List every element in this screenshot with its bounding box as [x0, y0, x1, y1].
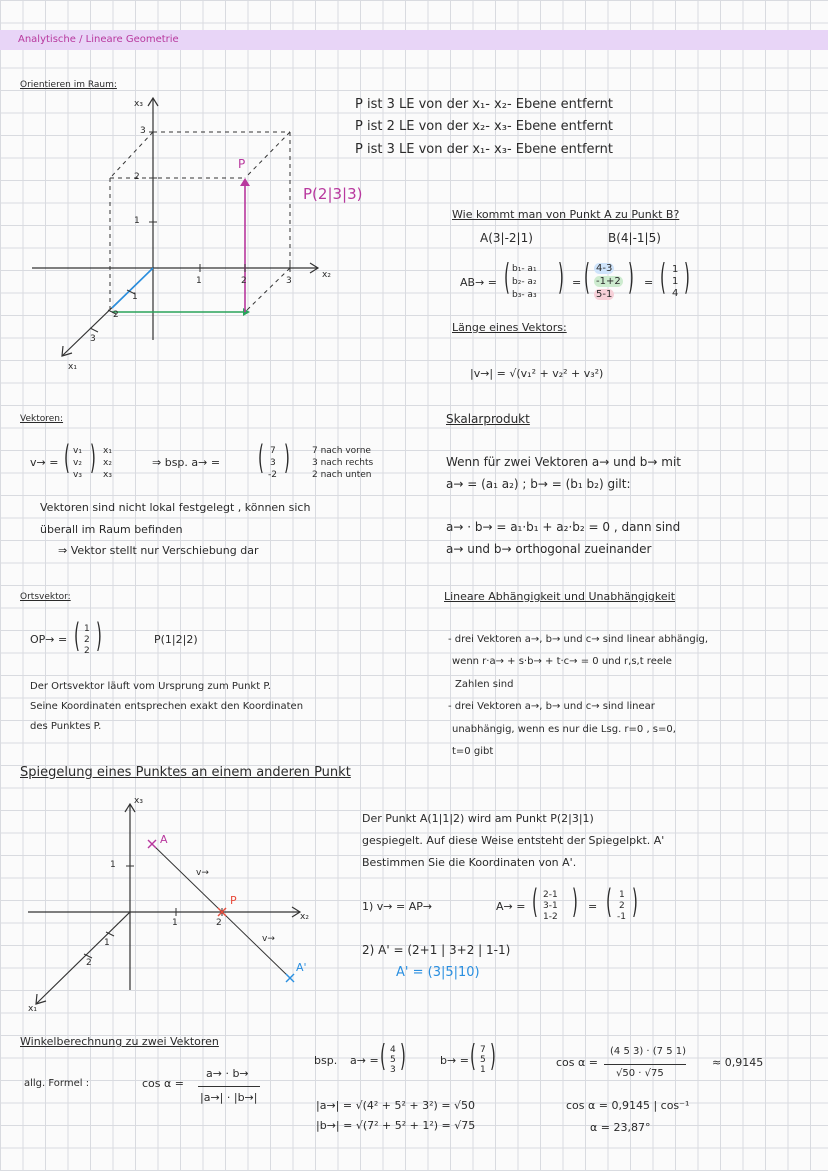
step-2-result: A' = (3|5|10): [396, 965, 480, 980]
v2: v₂: [73, 458, 82, 468]
x3-label: x₃: [103, 470, 112, 480]
axis-label-x2-b: x₂: [300, 912, 309, 922]
p-distance-x1x2: P ist 3 LE von der x₁- x₂- Ebene entfernt: [355, 97, 613, 112]
a-comp-1: 4: [390, 1045, 396, 1055]
skal-line-2: a→ = (a₁ a₂) ; b→ = (b₁ b₂) gilt:: [446, 477, 631, 491]
tick-x3-2: 2: [134, 172, 140, 182]
tick-x1-2: 2: [113, 310, 119, 320]
tick-x3-1: 1: [134, 216, 140, 226]
ab-m1: b₁- a₁: [512, 264, 537, 274]
formula-numerator: a→ · b→: [206, 1067, 249, 1080]
tick-x1-1: 1: [132, 292, 138, 302]
paren-wb-close: ): [490, 1038, 496, 1074]
cos-example-label: cos α =: [556, 1056, 598, 1069]
paren-wa-close: ): [400, 1038, 406, 1074]
paren-close-1: ): [558, 255, 564, 299]
label-v-1: v→: [196, 868, 209, 878]
tick-b-x2-2: 2: [216, 918, 222, 928]
step-1: 1) v→ = AP→: [362, 900, 433, 913]
orts-text-3: des Punktes P.: [30, 721, 102, 732]
a-comp-2: 5: [390, 1055, 396, 1065]
ab-m2: b₂- a₂: [512, 277, 537, 287]
point-p-label: P: [238, 157, 246, 171]
p-distance-x1x3: P ist 3 LE von der x₁- x₃- Ebene entfernt: [355, 142, 613, 157]
tick-b-x3-1: 1: [110, 860, 116, 870]
op-c3: 2: [84, 646, 90, 656]
tick-x2-1: 1: [196, 276, 202, 286]
lin-line-1: - drei Vektoren a→, b→ und c→ sind linear abhängig,: [448, 634, 709, 645]
step-1-a-label: A→ =: [496, 900, 526, 913]
v-vector-label: v→ =: [30, 456, 59, 469]
ab-n2: -1+2: [596, 276, 621, 287]
lin-line-4: - drei Vektoren a→, b→ und c→ sind linear: [448, 701, 655, 712]
a-comp-3: 3: [390, 1065, 396, 1075]
orts-text-2: Seine Koordinaten entsprechen exakt den Koordinaten: [30, 701, 304, 712]
step-2: 2) A' = (2+1 | 3+2 | 1-1): [362, 943, 511, 957]
orts-text-1: Der Ortsvektor läuft vom Ursprung zum Punkt P.: [30, 681, 271, 692]
ab-vector-label: AB→ =: [460, 276, 498, 289]
step-1-r2: 2: [619, 901, 625, 911]
lin-line-2: wenn r·a→ + s·b→ + t·c→ = 0 und r,s,t reele: [452, 656, 672, 667]
vek-text-3: ⇒ Vektor stellt nur Verschiebung dar: [58, 544, 259, 557]
explain-2: 3 nach rechts: [312, 458, 374, 468]
paren-a-open: (: [258, 437, 264, 478]
paren-s-open: (: [532, 881, 538, 922]
paren-r-close: ): [632, 881, 638, 922]
fraction-bar: [198, 1086, 260, 1087]
paren-op-open: (: [74, 615, 80, 656]
norm-b: |b→| = √(7² + 5² + 1²) = √75: [316, 1119, 476, 1132]
a1: 7: [270, 446, 276, 456]
op-c1: 1: [84, 624, 90, 634]
tick-x2-3: 3: [286, 276, 292, 286]
spieg-text-3: Bestimmen Sie die Koordinaten von A'.: [362, 856, 577, 869]
lin-line-6: t=0 gibt: [452, 746, 494, 757]
norm-a: |a→| = √(4² + 5² + 3²) = √50: [316, 1099, 476, 1112]
axis-label-x3-b: x₃: [134, 796, 143, 806]
step-1-m1: 2-1: [543, 890, 558, 900]
a2: 3: [270, 458, 276, 468]
ab-question: Wie kommt man von Punkt A zu Punkt B?: [452, 208, 680, 221]
step-1-r3: -1: [617, 912, 626, 922]
skal-line-4: a→ und b→ orthogonal zueinander: [446, 542, 652, 556]
spieg-text-1: Der Punkt A(1|1|2) wird am Punkt P(2|3|1): [362, 812, 594, 825]
paren-wa-open: (: [380, 1038, 386, 1074]
explain-1: 7 nach vorne: [312, 446, 371, 456]
ab-n1: 4-3: [596, 263, 613, 274]
heading-orientieren: Orientieren im Raum:: [20, 80, 117, 90]
v1: v₁: [73, 446, 82, 456]
vek-text-1: Vektoren sind nicht lokal festgelegt , können sich: [40, 501, 311, 514]
vector-b-label: b→ =: [440, 1054, 469, 1067]
ab-n3: 5-1: [596, 289, 613, 300]
tick-x3-3: 3: [140, 126, 146, 136]
paren-open-3: (: [660, 255, 666, 299]
p-distance-x2x3: P ist 2 LE von der x₂- x₃- Ebene entfernt: [355, 119, 613, 134]
example-label: bsp.: [314, 1054, 338, 1067]
op-c2: 2: [84, 635, 90, 645]
tick-b-x1-2: 2: [86, 958, 92, 968]
axis-label-x1-b: x₁: [28, 1004, 37, 1014]
heading-skalarprodukt: Skalarprodukt: [446, 412, 530, 426]
a3: -2: [268, 470, 277, 480]
vector-a-label: a→ =: [350, 1054, 379, 1067]
x2-label: x₂: [103, 458, 112, 468]
paren-open-2: (: [584, 255, 590, 299]
b-comp-3: 1: [480, 1065, 486, 1075]
cos-value: cos α = 0,9145 | cos⁻¹: [566, 1099, 690, 1112]
label-a-prime: A': [296, 961, 307, 974]
paren-v-open: (: [64, 437, 70, 478]
tick-b-x2-1: 1: [172, 918, 178, 928]
equals-2: =: [644, 276, 654, 289]
fraction-bar-2: [604, 1064, 686, 1065]
heading-vektoren: Vektoren:: [20, 414, 64, 424]
label-a: A: [160, 833, 168, 846]
x1-label: x₁: [103, 446, 112, 456]
tick-x2-2: 2: [241, 276, 247, 286]
label-v-2: v→: [262, 934, 275, 944]
axis-label-x3: x₃: [134, 99, 143, 109]
tick-b-x1-1: 1: [104, 938, 110, 948]
explain-3: 2 nach unten: [312, 470, 372, 480]
heading-winkel: Winkelberechnung zu zwei Vektoren: [20, 1035, 219, 1048]
heading-ortsvektor: Ortsvektor:: [20, 592, 71, 602]
paren-open-1: (: [504, 255, 510, 299]
paren-s-close: ): [572, 881, 578, 922]
formula-denominator: |a→| · |b→|: [200, 1091, 258, 1104]
paren-close-3: ): [684, 255, 690, 299]
heading-spiegelung: Spiegelung eines Punktes an einem anderen Punkt: [20, 765, 351, 780]
b-comp-1: 7: [480, 1045, 486, 1055]
point-p-122: P(1|2|2): [154, 633, 198, 646]
label-p: P: [230, 894, 237, 907]
v3: v₃: [73, 470, 82, 480]
general-formula-label: allg. Formel :: [24, 1078, 90, 1089]
cos-approx: ≈ 0,9145: [712, 1056, 764, 1069]
step-1-m3: 1-2: [543, 912, 558, 922]
ab-m3: b₃- a₃: [512, 290, 537, 300]
heading-lineare-abhaengigkeit: Lineare Abhängigkeit und Unabhängigkeit: [444, 590, 676, 603]
ab-r3: 4: [672, 288, 679, 299]
ab-r1: 1: [672, 264, 679, 275]
vector-length-heading: Länge eines Vektors:: [452, 321, 567, 334]
paren-r-open: (: [606, 881, 612, 922]
paren-op-close: ): [96, 615, 102, 656]
vector-length-formula: |v→| = √(v₁² + v₂² + v₃²): [470, 367, 604, 380]
op-vector-label: OP→ =: [30, 633, 68, 646]
lin-line-3: Zahlen sind: [455, 679, 514, 690]
paren-wb-open: (: [470, 1038, 476, 1074]
vek-text-2: überall im Raum befinden: [40, 523, 183, 536]
alpha-value: α = 23,87°: [590, 1121, 651, 1134]
lin-line-5: unabhängig, wenn es nur die Lsg. r=0 , s=0,: [452, 724, 676, 735]
spieg-text-2: gespiegelt. Auf diese Weise entsteht der Spiegelpkt. A': [362, 834, 665, 847]
axis-label-x1: x₁: [68, 362, 77, 372]
example-a-label: ⇒ bsp. a→ =: [152, 456, 221, 469]
tick-x1-3: 3: [90, 334, 96, 344]
equals-1: =: [572, 276, 582, 289]
page-title: Analytische / Lineare Geometrie: [18, 34, 179, 45]
point-a: A(3|-2|1): [480, 231, 533, 245]
b-comp-2: 5: [480, 1055, 486, 1065]
step-1-m2: 3-1: [543, 901, 558, 911]
point-b: B(4|-1|5): [608, 231, 661, 245]
cos-label: cos α =: [142, 1077, 184, 1090]
cos-example-numerator: (4 5 3) · (7 5 1): [610, 1046, 687, 1057]
skal-line-3: a→ · b→ = a₁·b₁ + a₂·b₂ = 0 , dann sind: [446, 520, 681, 534]
equals-s: =: [588, 900, 598, 913]
paren-v-close: ): [90, 437, 96, 478]
paren-close-2: ): [628, 255, 634, 299]
skal-line-1: Wenn für zwei Vektoren a→ und b→ mit: [446, 455, 682, 469]
cos-example-denominator: √50 · √75: [616, 1068, 664, 1079]
ab-r2: 1: [672, 276, 679, 287]
point-p-coordinates: P(2|3|3): [303, 185, 363, 203]
paren-a-close: ): [284, 437, 290, 478]
step-1-r1: 1: [619, 890, 625, 900]
axis-label-x2: x₂: [322, 270, 331, 280]
